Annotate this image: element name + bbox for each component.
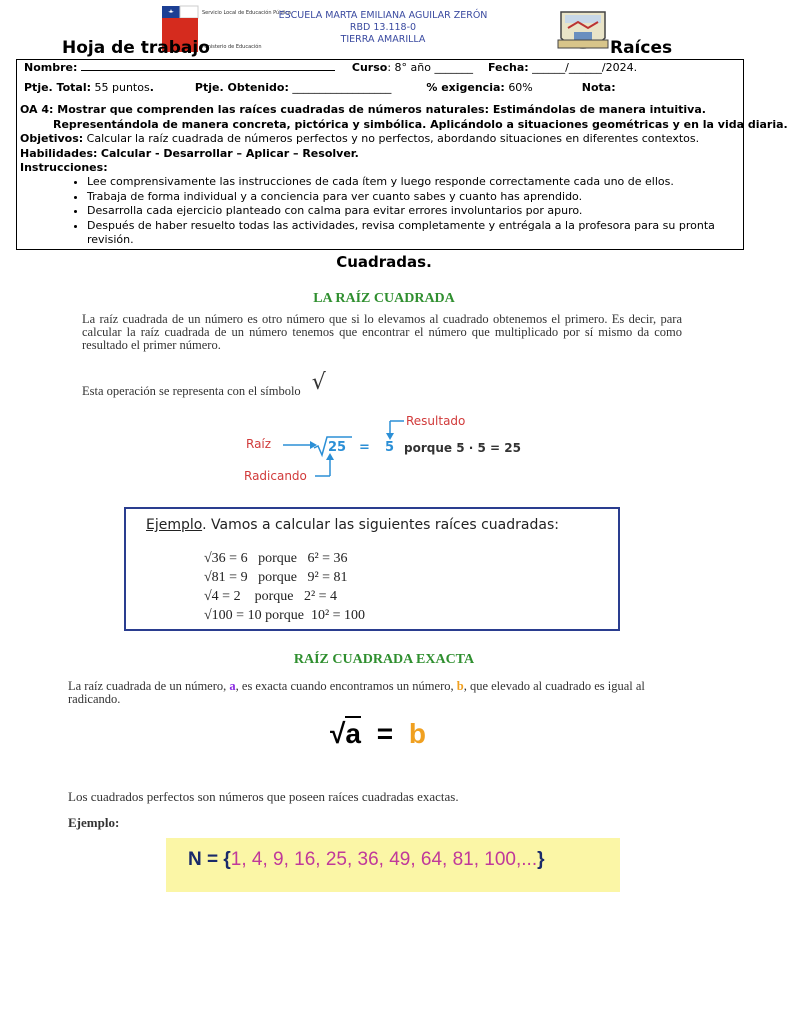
resultado-label: Resultado	[406, 414, 466, 428]
oa-line-1: OA 4: Mostrar que comprenden las raíces cuadradas de números naturales: Estimándolas de manera intuitiva.	[20, 103, 706, 116]
curso-label: Curso	[351, 61, 388, 74]
ptje-total-value: 55 puntos	[94, 81, 150, 94]
root-parts-diagram	[230, 408, 550, 488]
habilidades-text: Calcular - Desarrollar – Aplicar – Resolver.	[100, 147, 359, 160]
nota-label: Nota:	[581, 81, 616, 94]
exact-root-paragraph: La raíz cuadrada de un número, a, es exacta cuando encontramos un número, b, que elevado al cuadrado es igual al radicando.	[68, 679, 645, 706]
page-title-continued: Cuadradas.	[336, 253, 432, 271]
instructions-list	[69, 175, 747, 248]
exact-root-formula	[330, 718, 426, 750]
example-line: √36 = 6 porque 6² = 36	[204, 551, 348, 566]
school-name: ESCUELA MARTA EMILIANA AGUILAR ZERÓN	[278, 10, 488, 21]
result-value: 5	[385, 440, 395, 455]
instruction-item: • Desarrolla cada ejercicio planteado con calma para evitar errores involuntarios por apuro.	[87, 204, 747, 219]
ptje-obtenido-label: Ptje. Obtenido:	[194, 81, 289, 94]
example-line: √100 = 10 porque 10² = 100	[204, 608, 366, 623]
radicand-value: 25	[328, 440, 347, 455]
porque-text: porque 5 · 5 = 25	[404, 441, 521, 455]
objetivos-text: Calcular la raíz cuadrada de números perfectos y no perfectos, abordando situaciones en diferentes contextos.	[86, 132, 700, 145]
example-line: √4 = 2 porque 2² = 4	[204, 589, 338, 604]
ptje-total-dot: .	[149, 81, 154, 94]
ptje-obtenido-field[interactable]: __________________	[292, 81, 392, 94]
set-suffix: }	[537, 849, 545, 870]
definition-paragraph: La raíz cuadrada de un número es otro número que si lo elevamos al cuadrado obtenemos el primero. Es decir, para calcular la raíz cuadrada de un número tenemos que encontrar el número que multiplicado por sí mismo da como resultado el primer número.	[82, 312, 682, 352]
example-line: √81 = 9 porque 9² = 81	[204, 570, 348, 585]
ptje-total-label: Ptje. Total:	[24, 81, 92, 94]
formula-equals: =	[376, 718, 394, 749]
raiz-label: Raíz	[246, 437, 272, 451]
objetivos-label: Objetivos:	[20, 132, 84, 145]
symbol-text: Esta operación se representa con el símbolo	[82, 384, 301, 398]
svg-text:Servicio Local de Educación Pú: Servicio Local de Educación Pública	[202, 10, 291, 16]
nombre-field[interactable]	[81, 60, 335, 71]
perfect-squares-set	[166, 838, 620, 892]
example-box	[124, 507, 620, 631]
school-location: TIERRA AMARILLA	[340, 34, 426, 45]
symbol-sentence	[82, 370, 326, 401]
radicando-label: Radicando	[244, 469, 307, 483]
equals-sign: =	[359, 440, 370, 455]
formula-a: a	[345, 718, 361, 749]
instruction-item: • Lee comprensivamente las instrucciones de cada ítem y luego responde correctamente cada uno de ellos.	[87, 175, 747, 190]
student-info-box	[16, 59, 788, 250]
section-heading-raiz-exacta: RAÍZ CUADRADA EXACTA	[293, 652, 475, 667]
svg-text:Ministerio de Educación: Ministerio de Educación	[202, 44, 262, 50]
perfect-squares-text: Los cuadrados perfectos son números que poseen raíces cuadradas exactas.	[68, 789, 459, 804]
sqrt-symbol-icon: √	[330, 718, 346, 749]
set-prefix: N = {	[188, 849, 231, 870]
fecha-label: Fecha:	[487, 61, 529, 74]
instruction-item: • Después de haber resuelto todas las actividades, revisa completamente y entrégala a la profesora para su pronta revisión.	[87, 219, 747, 248]
instrucciones-label: Instrucciones:	[20, 161, 108, 174]
formula-b: b	[408, 718, 426, 749]
exigencia-label: % exigencia:	[426, 81, 505, 94]
school-rbd: RBD 13.118-0	[349, 22, 417, 33]
sqrt-symbol-icon: √	[311, 370, 326, 395]
page-title-right: Raíces	[610, 38, 673, 58]
section-heading-raiz-cuadrada: LA RAÍZ CUADRADA	[313, 291, 455, 306]
habilidades-label: Habilidades:	[20, 147, 98, 160]
school-info	[250, 10, 516, 46]
var-b: b	[456, 679, 464, 693]
example-title: Ejemplo. Vamos a calcular las siguientes raíces cuadradas:	[146, 517, 559, 533]
page-title-left: Hoja de trabajo	[62, 38, 210, 58]
var-a: a	[229, 679, 236, 693]
school-crest-logo	[556, 8, 610, 58]
curso-value: : 8° año _______	[387, 61, 473, 74]
ejemplo-label: Ejemplo:	[68, 815, 120, 830]
fecha-value: ______/______/2024.	[532, 61, 638, 74]
exigencia-value: 60%	[508, 81, 533, 94]
nombre-label: Nombre:	[24, 61, 78, 74]
oa-line-2: Representándola de manera concreta, pictórica y simbólica. Aplicándolo a situaciones geométricas y en la vida diaria.	[53, 118, 788, 131]
instruction-item: • Trabaja de forma individual y a conciencia para ver cuanto sabes y cuanto has aprendido.	[87, 190, 747, 205]
set-values: 1, 4, 9, 16, 25, 36, 49, 64, 81, 100,...	[230, 849, 538, 870]
